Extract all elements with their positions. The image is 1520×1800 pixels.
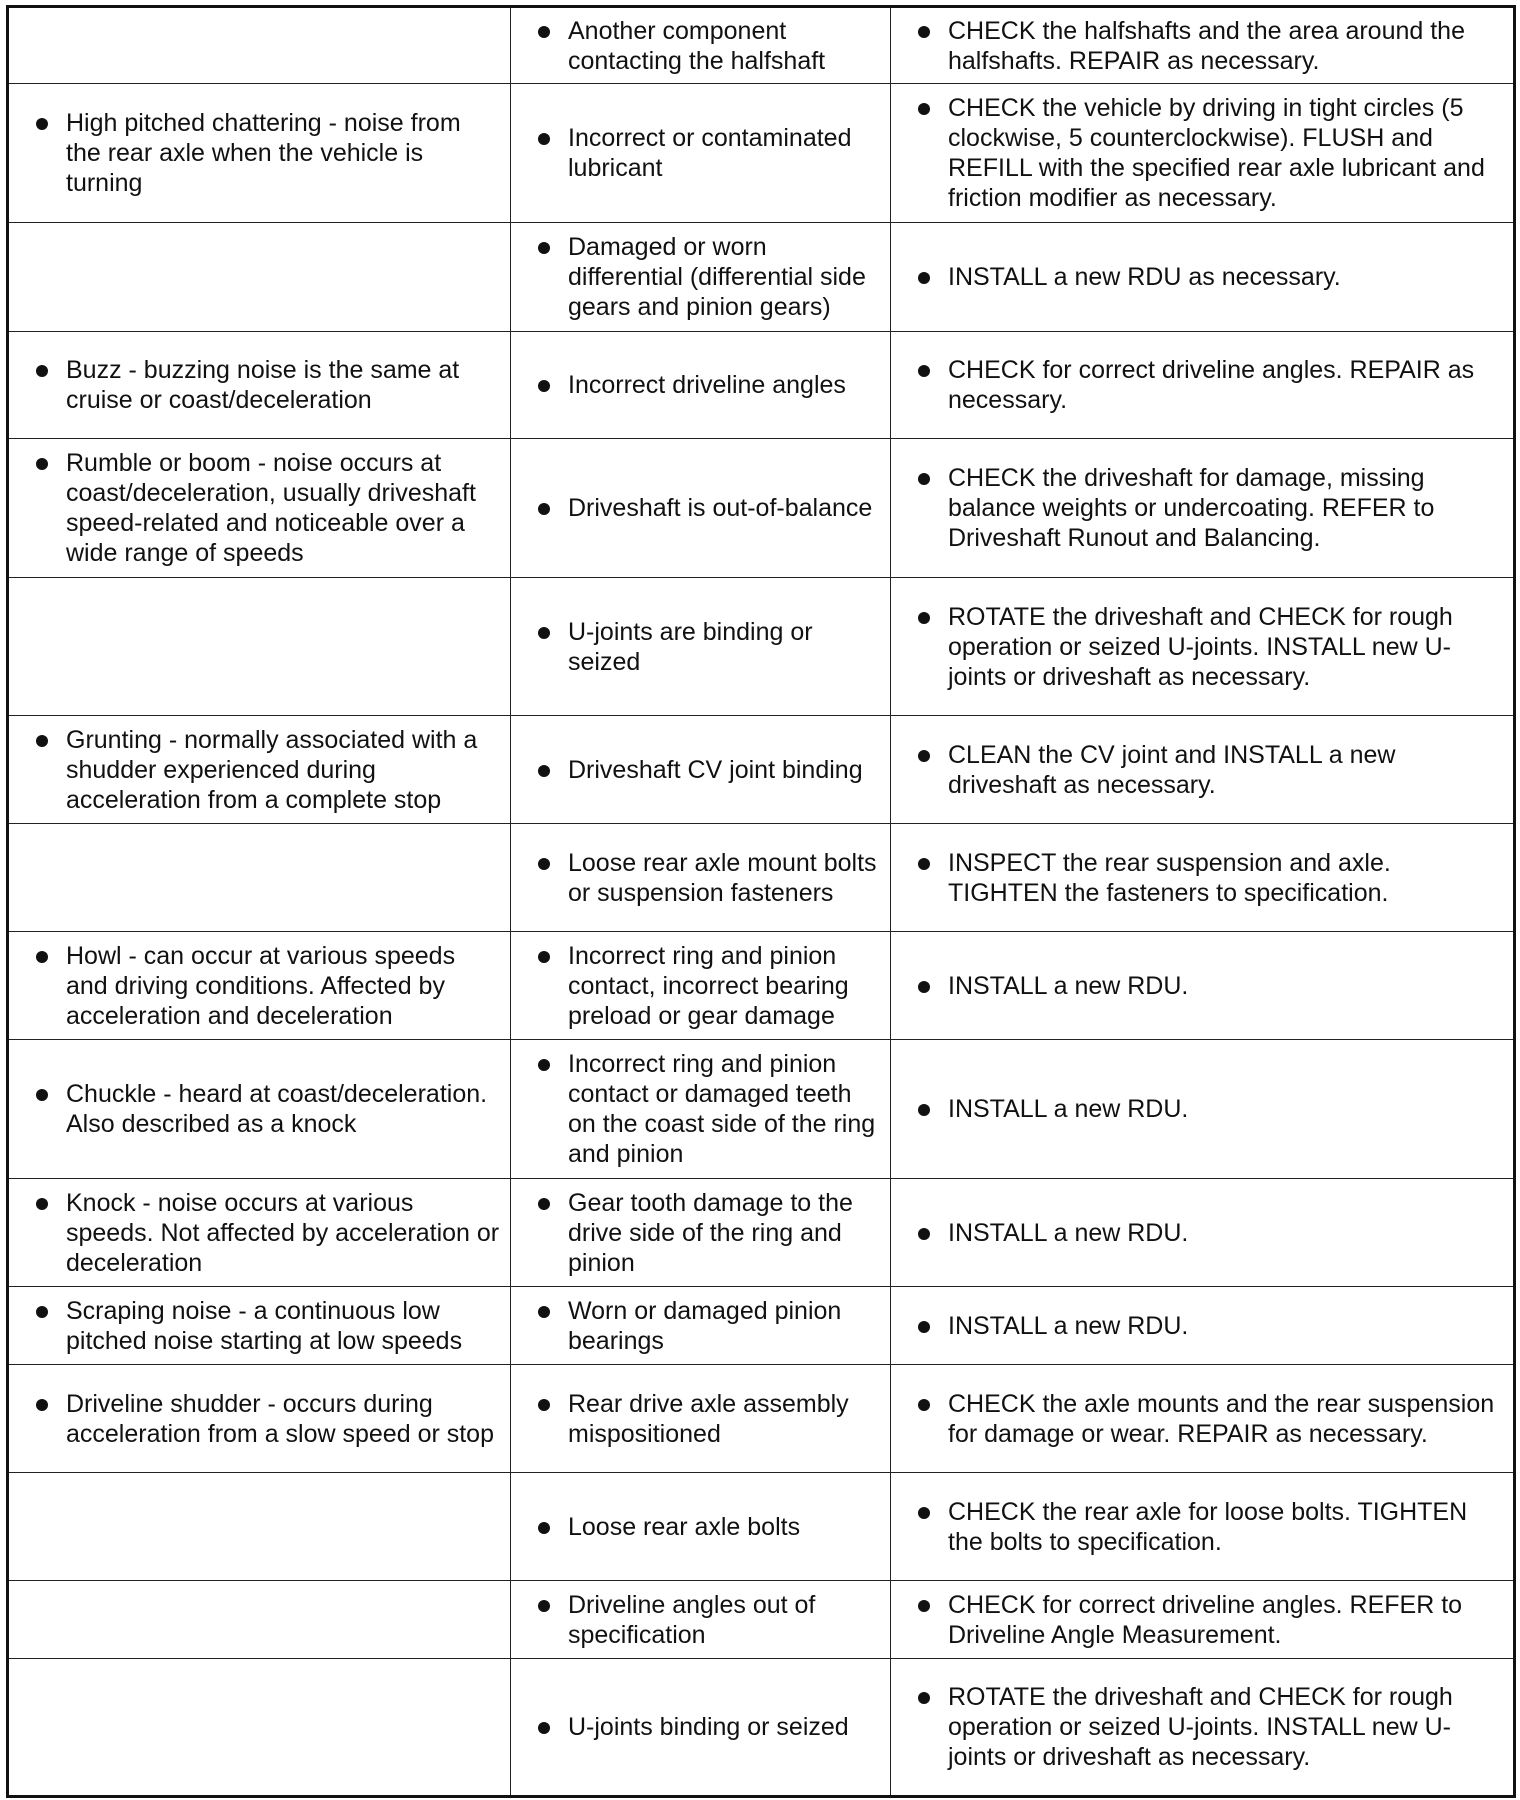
condition-cell (8, 332, 511, 439)
action-text: CHECK the axle mounts and the rear suspension for damage or wear. REPAIR as necessary. (891, 1389, 1513, 1449)
condition-text: Knock - noise occurs at various speeds. Not affected by acceleration or deceleration (9, 1188, 510, 1278)
table-row (8, 1473, 1515, 1581)
table-row (8, 932, 1515, 1040)
cause-cell (511, 7, 891, 84)
action-cell (891, 439, 1515, 578)
cause-text: Rear drive axle assembly mispositioned (511, 1389, 890, 1449)
cause-cell (511, 439, 891, 578)
action-text: CHECK for correct driveline angles. REPAIR as necessary. (891, 355, 1513, 415)
action-cell (891, 578, 1515, 716)
condition-cell (8, 716, 511, 824)
cause-cell (511, 1287, 891, 1365)
cause-cell (511, 1365, 891, 1473)
cause-text: Damaged or worn differential (differential side gears and pinion gears) (511, 232, 890, 322)
table-row (8, 1287, 1515, 1365)
cause-cell (511, 578, 891, 716)
action-cell (891, 332, 1515, 439)
table-row (8, 1365, 1515, 1473)
action-cell (891, 1287, 1515, 1365)
action-text: INSTALL a new RDU. (891, 1311, 1513, 1341)
cause-cell (511, 84, 891, 223)
table-row (8, 716, 1515, 824)
condition-text: Chuckle - heard at coast/deceleration. Also described as a knock (9, 1079, 510, 1139)
action-text: CHECK the halfshafts and the area around the halfshafts. REPAIR as necessary. (891, 16, 1513, 76)
cause-cell (511, 1581, 891, 1659)
action-text: CLEAN the CV joint and INSTALL a new driveshaft as necessary. (891, 740, 1513, 800)
action-text: ROTATE the driveshaft and CHECK for rough operation or seized U-joints. INSTALL new U-joints or driveshaft as necessary. (891, 602, 1513, 692)
action-cell (891, 932, 1515, 1040)
table-row (8, 1179, 1515, 1287)
table-row (8, 332, 1515, 439)
action-text: CHECK the rear axle for loose bolts. TIGHTEN the bolts to specification. (891, 1497, 1513, 1557)
action-text: CHECK for correct driveline angles. REFER to Driveline Angle Measurement. (891, 1590, 1513, 1650)
cause-text: Incorrect ring and pinion contact or damaged teeth on the coast side of the ring and pinion (511, 1049, 890, 1169)
cause-cell (511, 223, 891, 332)
condition-text: High pitched chattering - noise from the rear axle when the vehicle is turning (9, 108, 510, 198)
cause-text: Worn or damaged pinion bearings (511, 1296, 890, 1356)
action-cell (891, 223, 1515, 332)
condition-text: Driveline shudder - occurs during acceleration from a slow speed or stop (9, 1389, 510, 1449)
condition-cell (8, 1040, 511, 1179)
condition-cell (8, 824, 511, 932)
condition-cell (8, 1581, 511, 1659)
cause-text: Another component contacting the halfshaft (511, 16, 890, 76)
action-cell (891, 1473, 1515, 1581)
table-row (8, 1581, 1515, 1659)
action-text: ROTATE the driveshaft and CHECK for rough operation or seized U-joints. INSTALL new U-joints or driveshaft as necessary. (891, 1682, 1513, 1772)
cause-text: Incorrect or contaminated lubricant (511, 123, 890, 183)
table-row (8, 824, 1515, 932)
condition-cell (8, 1179, 511, 1287)
condition-cell (8, 7, 511, 84)
action-cell (891, 1365, 1515, 1473)
table-row (8, 439, 1515, 578)
cause-text: U-joints binding or seized (511, 1712, 890, 1742)
action-cell (891, 84, 1515, 223)
action-cell (891, 824, 1515, 932)
cause-text: Incorrect ring and pinion contact, incorrect bearing preload or gear damage (511, 941, 890, 1031)
action-cell (891, 7, 1515, 84)
cause-cell (511, 1473, 891, 1581)
cause-cell (511, 1179, 891, 1287)
cause-cell (511, 824, 891, 932)
condition-text: Howl - can occur at various speeds and driving conditions. Affected by acceleration and deceleration (9, 941, 510, 1031)
action-cell (891, 1659, 1515, 1797)
diagnosis-table (6, 5, 1516, 1798)
action-text: INSTALL a new RDU. (891, 1094, 1513, 1124)
cause-cell (511, 716, 891, 824)
table-row (8, 84, 1515, 223)
condition-text: Rumble or boom - noise occurs at coast/deceleration, usually driveshaft speed-related and noticeable over a wide range of speeds (9, 448, 510, 568)
action-text: INSTALL a new RDU. (891, 971, 1513, 1001)
condition-text: Grunting - normally associated with a shudder experienced during acceleration from a complete stop (9, 725, 510, 815)
action-text: INSTALL a new RDU. (891, 1218, 1513, 1248)
table-row (8, 1659, 1515, 1797)
table-row (8, 578, 1515, 716)
action-cell (891, 1581, 1515, 1659)
condition-cell (8, 439, 511, 578)
condition-cell (8, 223, 511, 332)
condition-cell (8, 1473, 511, 1581)
cause-text: Driveshaft is out-of-balance (511, 493, 890, 523)
cause-cell (511, 332, 891, 439)
action-text: CHECK the driveshaft for damage, missing balance weights or undercoating. REFER to Driveshaft Runout and Balancing. (891, 463, 1513, 553)
cause-cell (511, 1659, 891, 1797)
cause-text: Driveline angles out of specification (511, 1590, 890, 1650)
action-text: INSTALL a new RDU as necessary. (891, 262, 1513, 292)
condition-cell (8, 84, 511, 223)
cause-text: Loose rear axle bolts (511, 1512, 890, 1542)
condition-cell (8, 1365, 511, 1473)
condition-cell (8, 1287, 511, 1365)
cause-text: Driveshaft CV joint binding (511, 755, 890, 785)
condition-cell (8, 578, 511, 716)
action-cell (891, 716, 1515, 824)
action-text: CHECK the vehicle by driving in tight circles (5 clockwise, 5 counterclockwise). FLUSH and REFILL with the specified rear axle lubricant and friction modifier as necessary. (891, 93, 1513, 213)
table-row (8, 1040, 1515, 1179)
action-text: INSPECT the rear suspension and axle. TIGHTEN the fasteners to specification. (891, 848, 1513, 908)
condition-cell (8, 932, 511, 1040)
condition-text: Scraping noise - a continuous low pitched noise starting at low speeds (9, 1296, 510, 1356)
table-row (8, 7, 1515, 84)
cause-text: Gear tooth damage to the drive side of the ring and pinion (511, 1188, 890, 1278)
cause-text: Incorrect driveline angles (511, 370, 890, 400)
cause-cell (511, 932, 891, 1040)
table-row (8, 223, 1515, 332)
action-cell (891, 1179, 1515, 1287)
condition-cell (8, 1659, 511, 1797)
cause-cell (511, 1040, 891, 1179)
condition-text: Buzz - buzzing noise is the same at cruise or coast/deceleration (9, 355, 510, 415)
action-cell (891, 1040, 1515, 1179)
cause-text: Loose rear axle mount bolts or suspension fasteners (511, 848, 890, 908)
cause-text: U-joints are binding or seized (511, 617, 890, 677)
